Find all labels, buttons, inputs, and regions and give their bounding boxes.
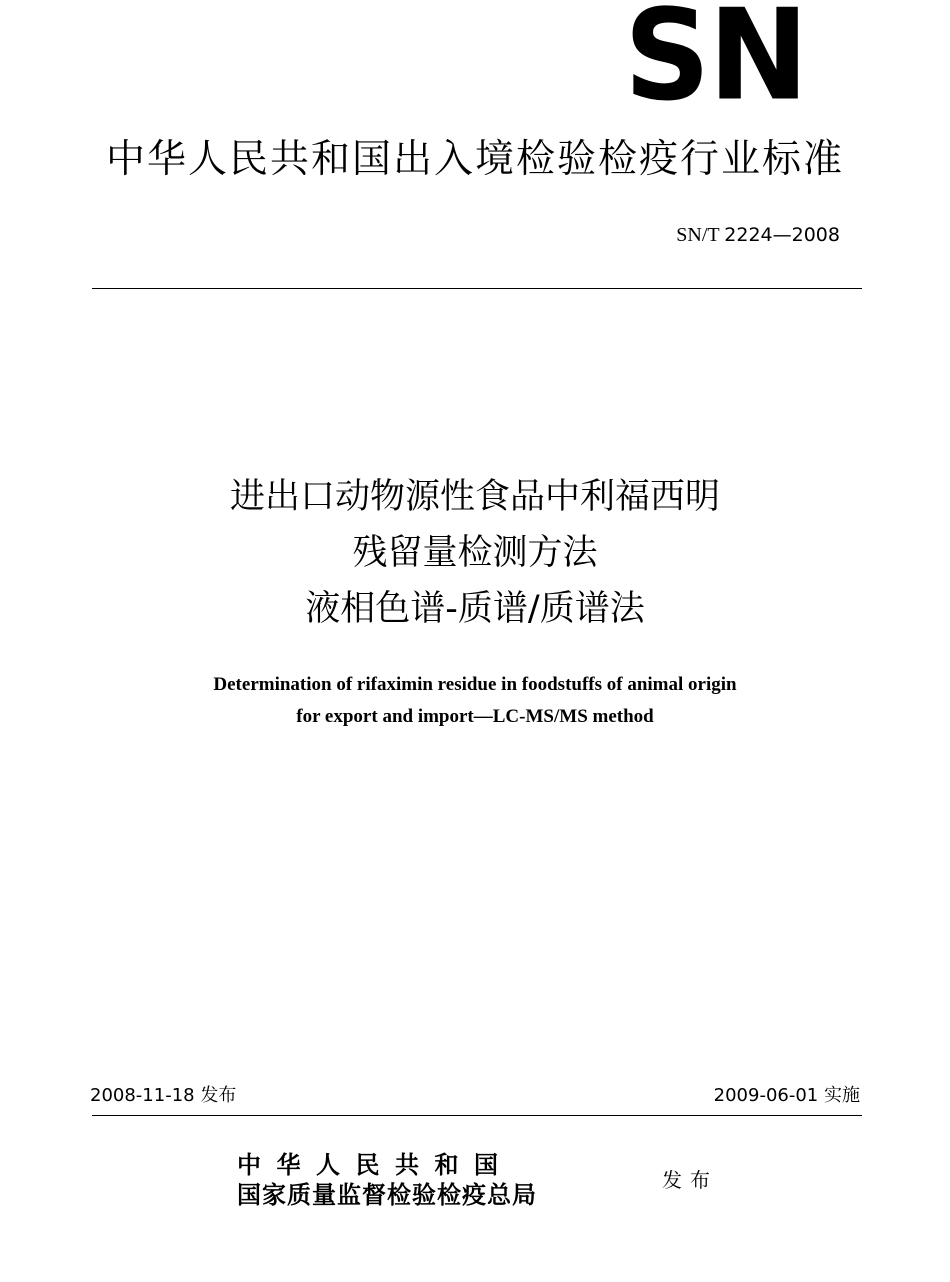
issuer-line-1: 中华人民共和国 xyxy=(237,1150,514,1179)
bottom-divider xyxy=(92,1115,862,1116)
english-title xyxy=(0,669,950,733)
standard-code-number: 2224—2008 xyxy=(724,224,840,246)
english-title-line: Determination of rifaximin residue in foodstuffs of animal origin xyxy=(213,674,737,695)
english-title-line: for export and import—LC-MS/MS method xyxy=(296,706,654,727)
top-divider xyxy=(92,288,862,289)
issuer-line-2: 国家质量监督检验检疫总局 xyxy=(237,1180,537,1209)
chinese-title-line: 进出口动物源性食品中利福西明 xyxy=(229,477,720,517)
sn-logo: SN xyxy=(624,0,807,129)
standard-code-prefix: SN/T xyxy=(676,224,720,246)
standard-code xyxy=(676,222,840,248)
publish-label: 发布 xyxy=(662,1168,718,1192)
effective-date: 2009-06-01 实施 xyxy=(713,1085,860,1106)
chinese-title-line: 液相色谱-质谱/质谱法 xyxy=(305,589,645,629)
chinese-title xyxy=(0,469,950,637)
issue-date: 2008-11-18 发布 xyxy=(90,1085,237,1106)
organization-header: 中华人民共和国出入境检验检疫行业标准 xyxy=(105,137,844,182)
chinese-title-line: 残留量检测方法 xyxy=(352,533,598,573)
issuing-authority xyxy=(237,1150,537,1210)
